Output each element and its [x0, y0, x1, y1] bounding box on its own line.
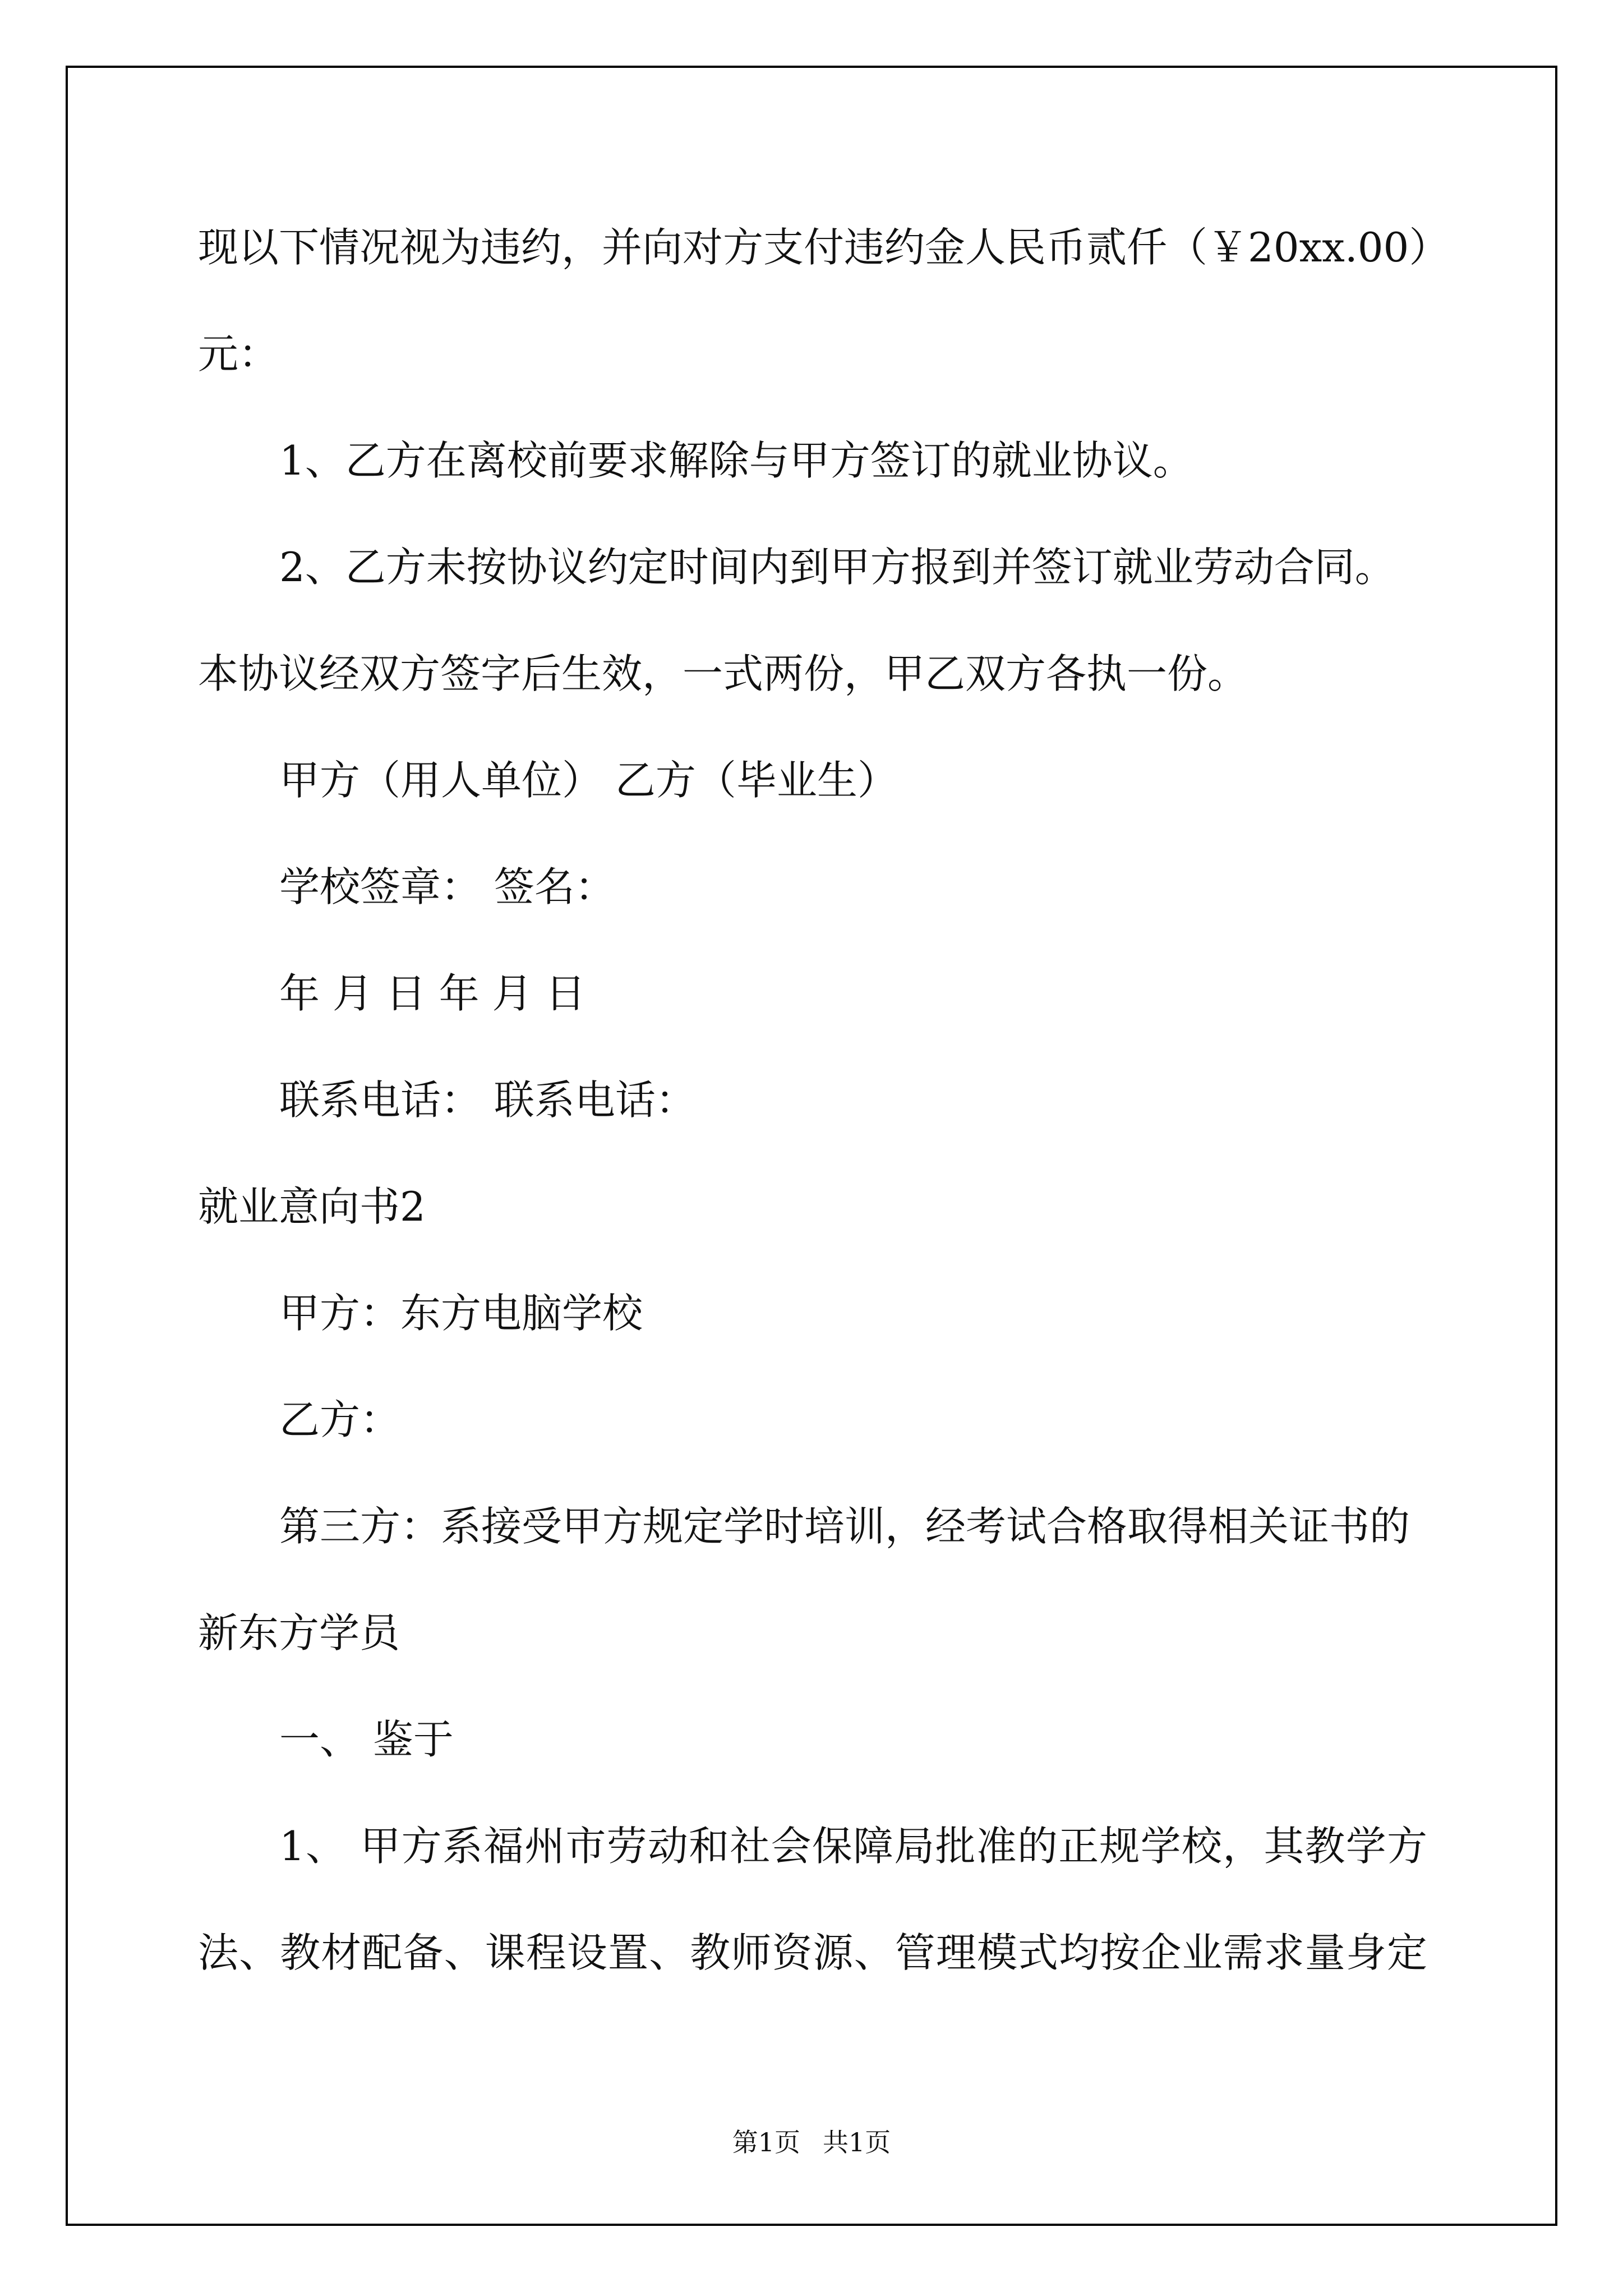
text-line: 乙方：	[279, 1396, 401, 1443]
text-line: 一、 鉴于	[279, 1716, 454, 1763]
text-line: 甲方：东方电脑学校	[279, 1290, 643, 1337]
page-number-total: 共1页	[823, 2127, 891, 2157]
text-line: 2、乙方未按协议约定时间内到甲方报到并签订就业劳动合同。	[279, 544, 1395, 591]
text-line: 甲方（用人单位） 乙方（毕业生）	[279, 757, 898, 804]
text-line: 第三方：系接受甲方规定学时培训，经考试合格取得相关证书的	[279, 1503, 1410, 1550]
text-line: 1、乙方在离校前要求解除与甲方签订的就业协议。	[279, 437, 1193, 484]
text-line: 学校签章： 签名：	[279, 863, 615, 910]
page-number-current: 第1页	[732, 2127, 800, 2157]
page-border	[66, 66, 1557, 2226]
text-line: 1、 甲方系福州市劳动和社会保障局批准的正规学校，其教学方	[279, 1823, 1427, 1870]
page-footer	[0, 2129, 1623, 2155]
section-heading: 就业意向书2	[198, 1183, 426, 1230]
text-line: 联系电话： 联系电话：	[279, 1076, 696, 1124]
text-line: 年 月 日 年 月 日	[279, 970, 586, 1017]
text-line: 法、教材配备、课程设置、教师资源、管理模式均按企业需求量身定	[198, 1929, 1427, 1976]
text-line: 本协议经双方签字后生效，一式两份，甲乙双方各执一份。	[198, 650, 1248, 697]
text-line: 现以下情况视为违约，并向对方支付违约金人民币贰仟（￥20xx.00）	[198, 224, 1450, 271]
text-line: 新东方学员	[198, 1609, 400, 1657]
text-line: 元：	[198, 330, 279, 378]
